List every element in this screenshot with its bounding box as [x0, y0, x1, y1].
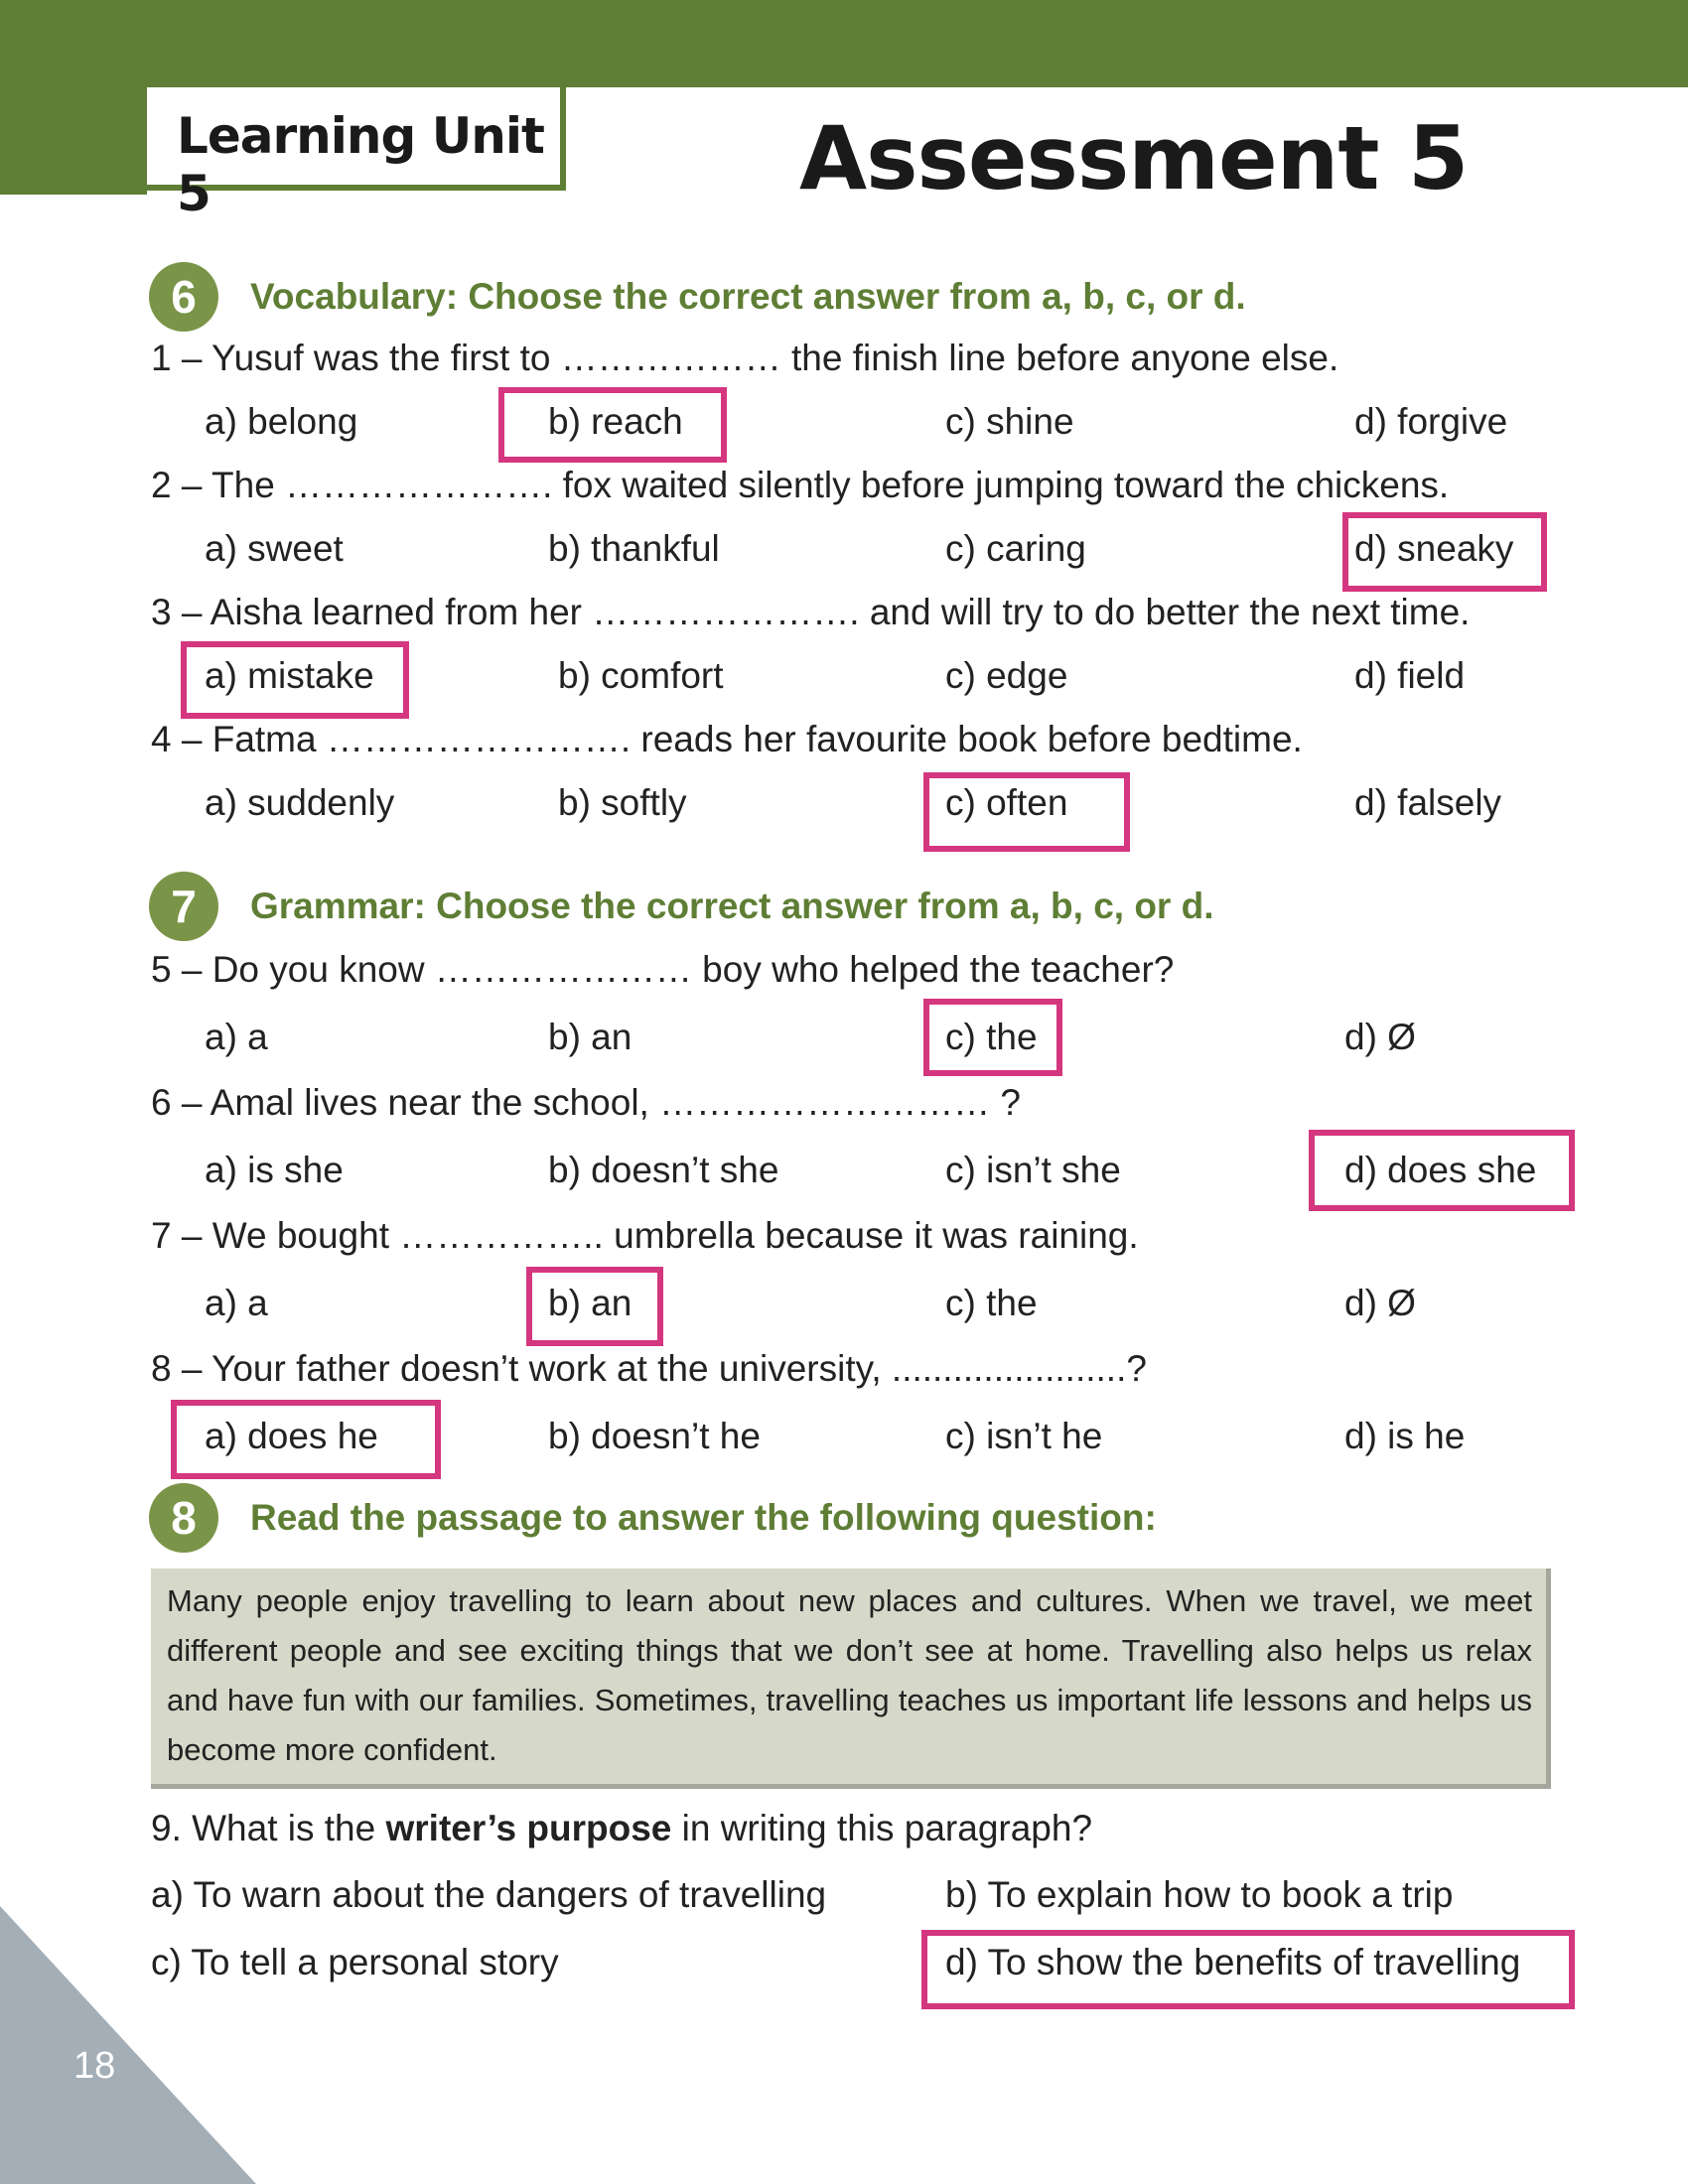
header-banner: [0, 0, 1688, 87]
question-text: 4 – Fatma ……………………. reads her favourite book before bedtime.: [151, 719, 1303, 759]
option[interactable]: b) an: [548, 1017, 633, 1057]
option-selected[interactable]: d) To show the benefits of travelling: [945, 1942, 1521, 1982]
option[interactable]: c) edge: [945, 655, 1068, 696]
page-title: Assessment 5: [799, 107, 1469, 209]
section-title: Vocabulary: Choose the correct answer from a, b, c, or d.: [250, 276, 1246, 317]
selected-answer-highlight: [171, 1400, 441, 1479]
section-number-badge: 8: [149, 1483, 218, 1553]
option[interactable]: b) softly: [558, 782, 687, 823]
section-title: Grammar: Choose the correct answer from a, b, c, or d.: [250, 886, 1214, 926]
option[interactable]: b) To explain how to book a trip: [945, 1874, 1454, 1915]
selected-answer-highlight: [498, 387, 727, 463]
section-title: Read the passage to answer the following question:: [250, 1497, 1157, 1538]
option[interactable]: d) forgive: [1354, 401, 1508, 442]
corner-decoration: [0, 1906, 256, 2184]
option[interactable]: c) isn’t she: [945, 1150, 1121, 1190]
question-text: 2 – The …………………. fox waited silently before jumping toward the chickens.: [151, 465, 1450, 505]
selected-answer-highlight: [1342, 512, 1547, 592]
option-selected[interactable]: a) mistake: [205, 655, 374, 696]
option[interactable]: d) field: [1354, 655, 1466, 696]
section-number-badge: 6: [149, 262, 218, 332]
option[interactable]: b) thankful: [548, 528, 720, 569]
unit-label-box: [147, 87, 566, 222]
question-text: 3 – Aisha learned from her …………………. and will try to do better the next time.: [151, 592, 1471, 632]
selected-answer-highlight: [923, 772, 1130, 852]
option[interactable]: a) belong: [205, 401, 358, 442]
question-text: 8 – Your father doesn’t work at the university, .......................?: [151, 1348, 1147, 1389]
option[interactable]: a) sweet: [205, 528, 344, 569]
header-side-band: [0, 87, 147, 195]
option[interactable]: a) To warn about the dangers of travelling: [151, 1874, 827, 1915]
question-text: 5 – Do you know ………………… boy who helped the teacher?: [151, 949, 1175, 990]
option[interactable]: c) the: [945, 1283, 1038, 1323]
reading-passage: Many people enjoy travelling to learn about new places and cultures. When we travel, we meet different people and see exciting things that we don’t see at home. Travelling also helps us relax and have fun with our families. Sometimes, travelling teaches us important life lessons and helps us become more confident.: [151, 1569, 1551, 1789]
option-selected[interactable]: a) does he: [205, 1416, 378, 1456]
option[interactable]: b) comfort: [558, 655, 724, 696]
option[interactable]: a) suddenly: [205, 782, 395, 823]
option[interactable]: b) doesn’t he: [548, 1416, 761, 1456]
option[interactable]: c) isn’t he: [945, 1416, 1103, 1456]
selected-answer-highlight: [526, 1267, 663, 1346]
option-selected[interactable]: c) often: [945, 782, 1068, 823]
option-selected[interactable]: d) sneaky: [1354, 528, 1514, 569]
section-number-badge: 7: [149, 872, 218, 941]
option-selected[interactable]: d) does she: [1344, 1150, 1537, 1190]
question-text: 6 – Amal lives near the school, ……………………… ?: [151, 1082, 1021, 1123]
selected-answer-highlight: [921, 1930, 1575, 2009]
selected-answer-highlight: [1309, 1130, 1575, 1211]
option-selected[interactable]: b) an: [548, 1283, 633, 1323]
question-9-text: [151, 1808, 1092, 1849]
option[interactable]: d) falsely: [1354, 782, 1502, 823]
option[interactable]: d) Ø: [1344, 1283, 1416, 1323]
option-selected[interactable]: b) reach: [548, 401, 683, 442]
option[interactable]: d) is he: [1344, 1416, 1466, 1456]
question-9-prefix: 9. What is the: [151, 1808, 386, 1848]
option[interactable]: b) doesn’t she: [548, 1150, 779, 1190]
option[interactable]: c) caring: [945, 528, 1086, 569]
option-selected[interactable]: c) the: [945, 1017, 1038, 1057]
option[interactable]: a) a: [205, 1017, 268, 1057]
option[interactable]: d) Ø: [1344, 1017, 1416, 1057]
question-9-emphasis: writer’s purpose: [385, 1808, 672, 1848]
question-text: 1 – Yusuf was the first to ……………… the finish line before anyone else.: [151, 338, 1339, 378]
selected-answer-highlight: [923, 999, 1062, 1076]
question-text: 7 – We bought …………….. umbrella because it was raining.: [151, 1215, 1139, 1256]
selected-answer-highlight: [181, 641, 409, 719]
option[interactable]: a) is she: [205, 1150, 344, 1190]
question-9-suffix: in writing this paragraph?: [671, 1808, 1093, 1848]
unit-label: Learning Unit 5: [177, 107, 544, 222]
option[interactable]: c) shine: [945, 401, 1074, 442]
option[interactable]: c) To tell a personal story: [151, 1942, 559, 1982]
option[interactable]: a) a: [205, 1283, 268, 1323]
page-number: 18: [73, 2045, 116, 2087]
